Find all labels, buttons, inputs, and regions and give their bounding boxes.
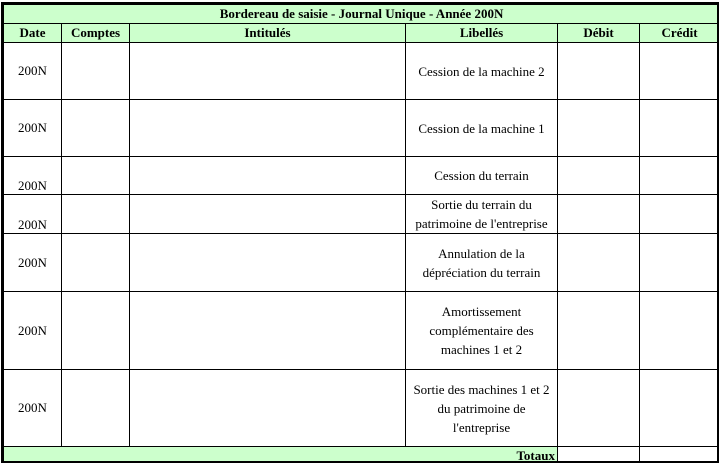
header-credit: Crédit [640,24,720,43]
row-comptes-cell[interactable] [62,157,130,195]
row-libelle: Cession du terrain [406,157,558,195]
journal-table [3,4,719,463]
table-row [4,370,720,447]
row-date: 200N [4,157,62,195]
row-intitules-cell[interactable] [130,100,406,157]
header-debit: Débit [558,24,640,43]
journal-title: Bordereau de saisie - Journal Unique - Année 200N [4,5,720,24]
row-libelle: Cession de la machine 2 [406,43,558,100]
row-date: 200N [4,100,62,157]
row-credit-cell[interactable] [640,195,720,234]
row-debit-cell[interactable] [558,100,640,157]
row-libelle: Amortissement complémentaire des machines 1 et 2 [406,292,558,370]
row-intitules-cell[interactable] [130,195,406,234]
row-date: 200N [4,195,62,234]
row-credit-cell[interactable] [640,100,720,157]
table-row [4,43,720,100]
row-credit-cell[interactable] [640,43,720,100]
total-debit-cell[interactable] [558,447,640,464]
header-intitules: Intitulés [130,24,406,43]
header-row [4,24,720,43]
row-comptes-cell[interactable] [62,370,130,447]
row-debit-cell[interactable] [558,370,640,447]
row-debit-cell[interactable] [558,43,640,100]
header-libelles: Libellés [406,24,558,43]
row-credit-cell[interactable] [640,292,720,370]
header-comptes: Comptes [62,24,130,43]
row-date: 200N [4,370,62,447]
row-credit-cell[interactable] [640,370,720,447]
row-libelle: Sortie du terrain du patrimoine de l'entreprise [406,195,558,234]
title-row [4,5,720,24]
row-comptes-cell[interactable] [62,234,130,292]
row-libelle: Sortie des machines 1 et 2 du patrimoine de l'entreprise [406,370,558,447]
row-debit-cell[interactable] [558,157,640,195]
total-credit-cell[interactable] [640,447,720,464]
row-libelle: Cession de la machine 1 [406,100,558,157]
row-debit-cell[interactable] [558,234,640,292]
row-libelle: Annulation de la dépréciation du terrain [406,234,558,292]
header-date: Date [4,24,62,43]
table-row [4,157,720,195]
row-date: 200N [4,43,62,100]
row-comptes-cell[interactable] [62,43,130,100]
row-intitules-cell[interactable] [130,157,406,195]
table-row [4,234,720,292]
table-row [4,292,720,370]
journal-sheet [1,2,719,463]
table-row [4,195,720,234]
row-intitules-cell[interactable] [130,292,406,370]
row-comptes-cell[interactable] [62,100,130,157]
row-debit-cell[interactable] [558,195,640,234]
totals-row [4,447,720,464]
row-credit-cell[interactable] [640,234,720,292]
row-date: 200N [4,234,62,292]
row-credit-cell[interactable] [640,157,720,195]
row-comptes-cell[interactable] [62,195,130,234]
row-intitules-cell[interactable] [130,43,406,100]
row-date: 200N [4,292,62,370]
table-row [4,100,720,157]
row-intitules-cell[interactable] [130,234,406,292]
row-intitules-cell[interactable] [130,370,406,447]
row-comptes-cell[interactable] [62,292,130,370]
row-debit-cell[interactable] [558,292,640,370]
totals-label: Totaux [4,447,558,464]
